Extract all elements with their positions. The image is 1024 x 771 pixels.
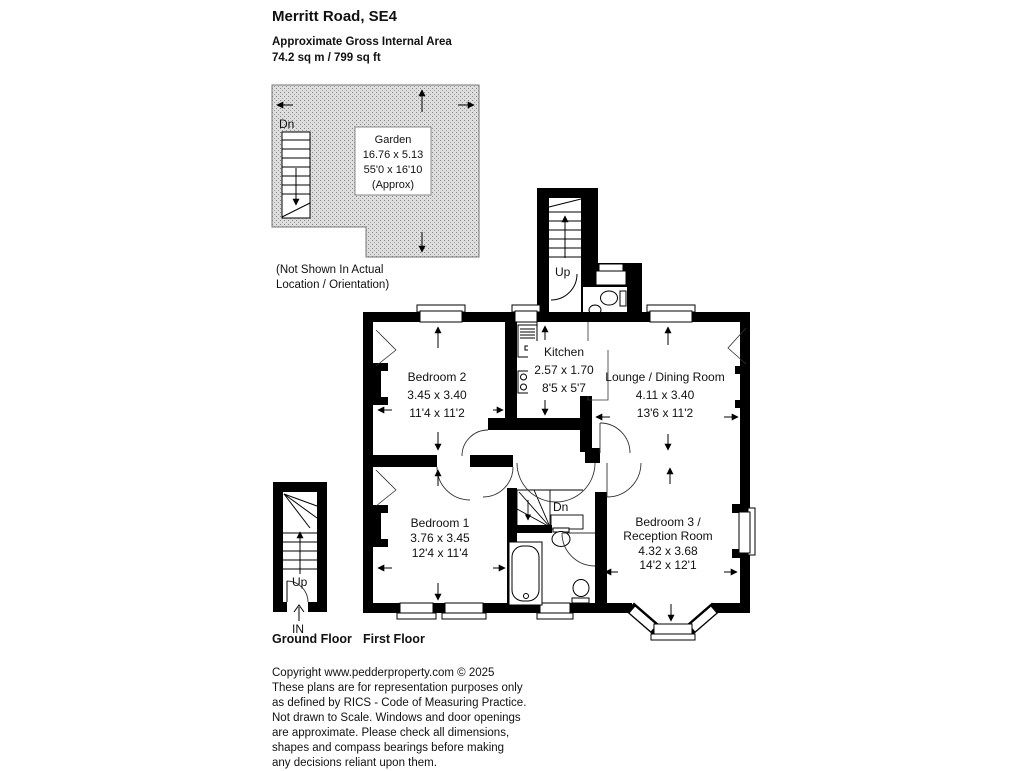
area-label: Approximate Gross Internal Area xyxy=(272,36,452,48)
wc-toilet xyxy=(601,291,627,306)
first-floor-label: First Floor xyxy=(363,632,425,646)
svg-text:Kitchen: Kitchen xyxy=(543,345,585,359)
copyright-line: are approximate. Please check all dimensions, xyxy=(272,727,510,739)
bathroom-sink xyxy=(552,528,570,547)
bedroom3-label xyxy=(623,515,712,572)
svg-text:3.76 x 3.45: 3.76 x 3.45 xyxy=(410,531,470,545)
svg-text:Bedroom 3 /: Bedroom 3 / xyxy=(635,515,701,529)
copyright-line: These plans are for representation purposes only xyxy=(272,682,523,694)
lounge-label xyxy=(605,370,724,420)
window-kitchen-top xyxy=(512,305,540,322)
window-bedroom1-bottom-right xyxy=(442,603,486,619)
bedroom2-label xyxy=(407,370,467,420)
chimney-lounge xyxy=(735,366,750,408)
window-bedroom3-right xyxy=(739,508,755,555)
svg-text:8'5 x 5'7: 8'5 x 5'7 xyxy=(542,381,586,395)
svg-text:Reception Room: Reception Room xyxy=(623,529,713,543)
bay-window xyxy=(629,606,717,640)
ground-stairs-up-label: Up xyxy=(292,575,308,589)
internal-stairs-dn xyxy=(507,490,583,529)
chimney-bedroom1 xyxy=(373,505,388,547)
hall-arc-2 xyxy=(517,463,595,502)
svg-text:12'4 x 11'4: 12'4 x 11'4 xyxy=(411,546,469,560)
garden-dim-m: 16.76 x 5.13 xyxy=(362,149,424,161)
garden-label-box xyxy=(355,127,431,195)
bathroom xyxy=(509,528,589,605)
chimney-bedroom2 xyxy=(373,363,388,405)
garden-note-line2: Location / Orientation) xyxy=(276,279,390,291)
garden-note xyxy=(276,263,389,293)
copyright-line: as defined by RICS - Code of Measuring Practice. xyxy=(272,697,527,709)
garden-stairs-dn-label: Dn xyxy=(279,117,295,131)
upper-stairs-up-label: Up xyxy=(555,265,571,279)
svg-text:14'2 x 12'1: 14'2 x 12'1 xyxy=(639,558,697,572)
kitchen-label xyxy=(528,341,602,396)
area-value: 74.2 sq m / 799 sq ft xyxy=(272,51,381,64)
entrance-in-label: IN xyxy=(292,622,304,636)
bedroom2-door-arc xyxy=(462,430,488,456)
svg-text:4.32 x 3.68: 4.32 x 3.68 xyxy=(638,544,698,558)
copyright-line: any decisions reliant upon them. xyxy=(272,757,437,769)
internal-stairs-dn-label: Dn xyxy=(553,500,569,514)
svg-text:2.57 x 1.70: 2.57 x 1.70 xyxy=(534,363,594,377)
svg-text:Bedroom 2: Bedroom 2 xyxy=(407,370,467,384)
svg-text:Lounge / Dining Room: Lounge / Dining Room xyxy=(605,370,725,384)
garden-name: Garden xyxy=(374,134,412,146)
copyright-block xyxy=(272,666,526,771)
svg-text:3.45 x 3.40: 3.45 x 3.40 xyxy=(407,388,467,402)
copyright-line: Not drawn to Scale. Windows and door openings xyxy=(272,712,521,724)
bathtub xyxy=(509,542,542,605)
garden-block xyxy=(272,85,479,257)
wc-window xyxy=(596,264,626,285)
bedroom1-label xyxy=(410,516,470,560)
window-bedroom2-top xyxy=(417,305,465,322)
page-title: Merritt Road, SE4 xyxy=(272,8,398,25)
copyright-line: shapes and compass bearings before making xyxy=(272,742,505,754)
bedroom1-door-arc xyxy=(437,467,470,500)
window-lounge-top xyxy=(647,305,695,322)
svg-text:4.11 x 3.40: 4.11 x 3.40 xyxy=(635,388,695,402)
window-bedroom1-bottom-left xyxy=(397,603,436,619)
garden-stairs xyxy=(282,132,310,218)
svg-text:11'4 x 11'2: 11'4 x 11'2 xyxy=(409,406,465,420)
copyright-line: Copyright www.pedderproperty.com © 2025 xyxy=(272,667,495,679)
garden-approx: (Approx) xyxy=(371,179,415,191)
svg-text:Bedroom 1: Bedroom 1 xyxy=(410,516,470,530)
lounge-door-arc xyxy=(600,423,630,453)
bathroom-toilet xyxy=(572,580,589,604)
ground-stairwell xyxy=(273,482,327,636)
svg-text:13'6 x 11'2: 13'6 x 11'2 xyxy=(636,406,694,420)
garden-note-line1: (Not Shown In Actual xyxy=(276,264,384,276)
upper-stairwell xyxy=(537,188,642,322)
bedroom3-door-arc xyxy=(607,463,641,497)
garden-dim-ft: 55'0 x 16'10 xyxy=(363,164,423,176)
first-floor-plan xyxy=(363,305,755,640)
ground-floor-label: Ground Floor xyxy=(272,632,352,646)
